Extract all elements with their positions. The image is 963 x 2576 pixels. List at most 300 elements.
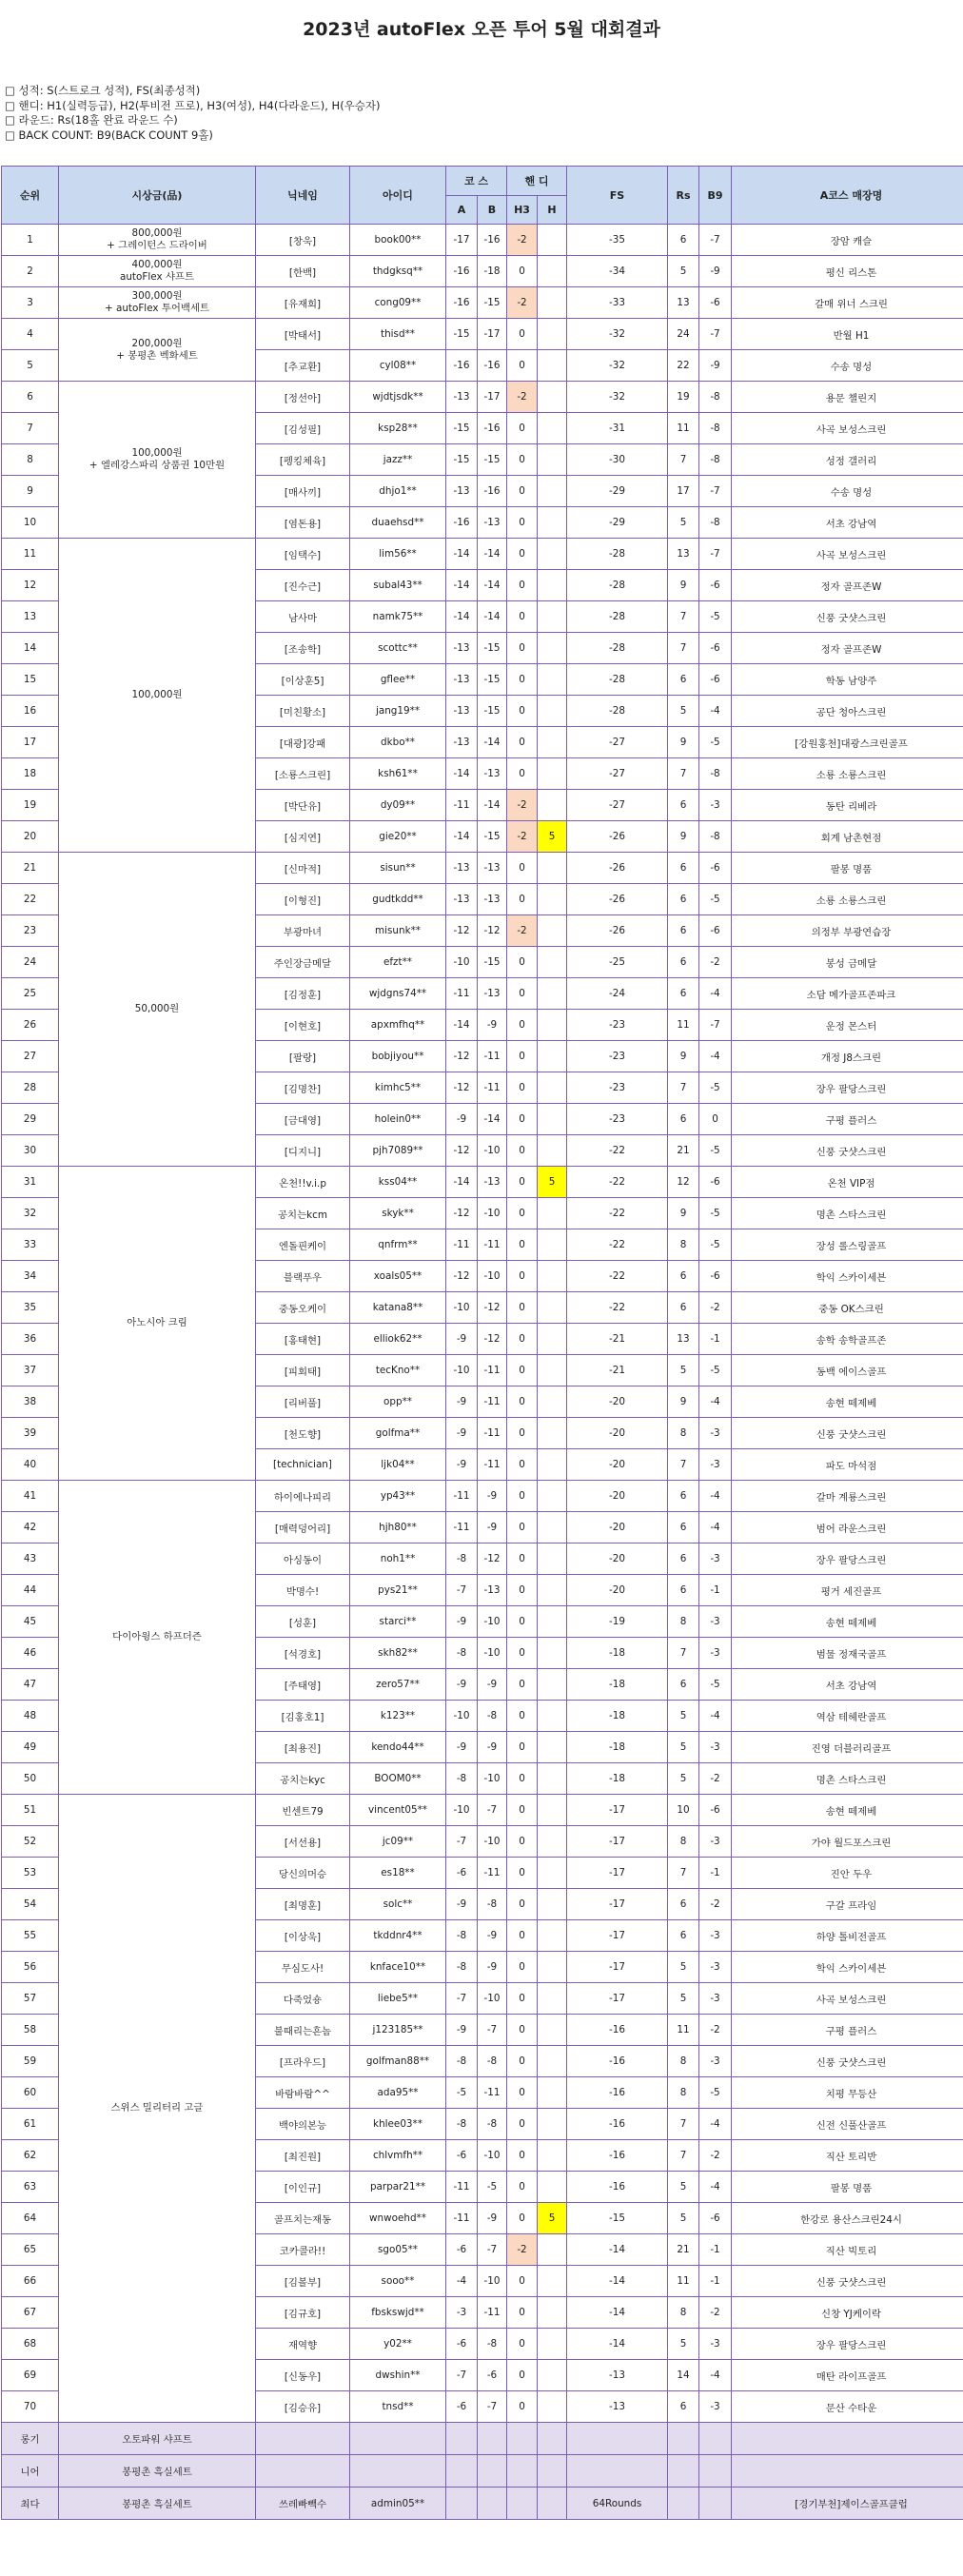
nickname-cell: 부광마녀 [256, 915, 350, 947]
nickname-cell: 하이에나피리 [256, 1481, 350, 1512]
course-name-cell: 구평 플러스 [732, 2015, 963, 2046]
rank-cell: 63 [2, 2172, 59, 2203]
table-row [2, 287, 963, 319]
nickname-cell: [최용진] [256, 1732, 350, 1763]
handi-h3-cell: 0 [507, 1701, 538, 1732]
award-course-cell [732, 2455, 963, 2488]
b9-cell: -3 [699, 1983, 732, 2015]
nickname-cell: [이현호] [256, 1010, 350, 1041]
rank-cell: 52 [2, 1826, 59, 1858]
course-b-cell: -16 [478, 476, 507, 507]
nickname-cell: [박단유] [256, 790, 350, 821]
id-cell: wjdgns74** [350, 978, 446, 1010]
rs-cell: 13 [668, 1324, 699, 1355]
handi-h3-cell: 0 [507, 1355, 538, 1386]
course-b-cell: -7 [478, 1795, 507, 1826]
course-a-cell: -4 [446, 2266, 478, 2297]
fs-cell: -29 [567, 476, 668, 507]
nickname-cell: [염돈용] [256, 507, 350, 539]
course-a-cell: -13 [446, 853, 478, 884]
handi-h3-cell: 0 [507, 2266, 538, 2297]
handi-h-cell [538, 1575, 567, 1606]
handi-h3-cell: 0 [507, 978, 538, 1010]
id-cell: tnsd** [350, 2391, 446, 2423]
rank-cell: 44 [2, 1575, 59, 1606]
rs-cell: 7 [668, 1072, 699, 1104]
rank-cell: 13 [2, 601, 59, 633]
rank-cell: 65 [2, 2234, 59, 2266]
course-name-cell: 소룡 소룡스크린 [732, 884, 963, 915]
rs-cell: 21 [668, 2234, 699, 2266]
handi-h3-cell: 0 [507, 2015, 538, 2046]
course-name-cell: 파도 마석점 [732, 1449, 963, 1481]
b9-cell: -4 [699, 696, 732, 727]
nickname-cell: [창욱] [256, 225, 350, 256]
b9-cell: -1 [699, 1324, 732, 1355]
fs-cell: -17 [567, 1920, 668, 1952]
award-course-cell: [경기부천]제이스골프클럽 [732, 2488, 963, 2520]
handi-h3-cell: 0 [507, 1763, 538, 1795]
handi-h3-cell: -2 [507, 790, 538, 821]
b9-cell: -1 [699, 2266, 732, 2297]
nickname-cell: 엔돌핀케이 [256, 1229, 350, 1261]
prize-line: 100,000원 [59, 447, 255, 460]
id-cell: hjh80** [350, 1512, 446, 1544]
b9-cell: -7 [699, 476, 732, 507]
nickname-cell: 다죽었숑 [256, 1983, 350, 2015]
rs-cell: 14 [668, 2360, 699, 2391]
course-a-cell: -9 [446, 1386, 478, 1418]
course-a-cell: -8 [446, 1952, 478, 1983]
handi-h3-cell: 0 [507, 1292, 538, 1324]
b9-cell: -2 [699, 2297, 732, 2329]
b9-cell: -8 [699, 507, 732, 539]
course-b-cell: -10 [478, 2140, 507, 2172]
table-body [2, 225, 963, 2423]
handi-h-cell [538, 2077, 567, 2109]
prize-line: 50,000원 [59, 1003, 255, 1015]
handi-h-cell [538, 1418, 567, 1449]
course-b-cell: -17 [478, 319, 507, 350]
course-name-cell: 범물 정재국골프 [732, 1638, 963, 1669]
b9-cell: -5 [699, 1669, 732, 1701]
handi-h3-cell: 0 [507, 1858, 538, 1889]
course-name-cell: 송현 떼제베 [732, 1606, 963, 1638]
course-a-cell: -6 [446, 2391, 478, 2423]
award-id-cell: admin05** [350, 2488, 446, 2520]
course-b-cell: -11 [478, 1418, 507, 1449]
nickname-cell: [소룡스크린] [256, 758, 350, 790]
fs-cell: -28 [567, 601, 668, 633]
handi-h-cell [538, 1198, 567, 1229]
course-a-cell: -11 [446, 2172, 478, 2203]
fs-cell: -20 [567, 1386, 668, 1418]
handi-h-cell: 5 [538, 1167, 567, 1198]
course-name-cell: 온천 VIP점 [732, 1167, 963, 1198]
id-cell: jc09** [350, 1826, 446, 1858]
rank-cell: 68 [2, 2329, 59, 2360]
handi-h-cell [538, 1135, 567, 1167]
nickname-cell: [추교환] [256, 350, 350, 382]
handi-h3-cell: 0 [507, 476, 538, 507]
rank-cell: 64 [2, 2203, 59, 2234]
handi-h-cell [538, 507, 567, 539]
course-name-cell: 역삼 테헤란골프 [732, 1701, 963, 1732]
award-row [2, 2488, 963, 2520]
course-b-cell: -6 [478, 2360, 507, 2391]
id-cell: ksp28** [350, 413, 446, 444]
course-a-cell: -8 [446, 2109, 478, 2140]
course-name-cell: 송학 송학골프존 [732, 1324, 963, 1355]
award-empty-cell [507, 2423, 538, 2455]
b9-cell: -2 [699, 1763, 732, 1795]
course-a-cell: -9 [446, 1104, 478, 1135]
fs-cell: -20 [567, 1449, 668, 1481]
id-cell: ljk04** [350, 1449, 446, 1481]
id-cell: ada95** [350, 2077, 446, 2109]
table-row [2, 225, 963, 256]
award-fs-cell [567, 2455, 668, 2488]
rank-cell: 59 [2, 2046, 59, 2077]
course-b-cell: -11 [478, 1072, 507, 1104]
nickname-cell: 공치는kcm [256, 1198, 350, 1229]
award-empty-cell [478, 2455, 507, 2488]
id-cell: k123** [350, 1701, 446, 1732]
award-empty-cell [446, 2455, 478, 2488]
award-label-cell: 최다 [2, 2488, 59, 2520]
course-name-cell: 회계 남촌현점 [732, 821, 963, 853]
course-a-cell: -6 [446, 2140, 478, 2172]
course-name-cell: 정자 골프존W [732, 570, 963, 601]
id-cell: kss04** [350, 1167, 446, 1198]
handi-h3-cell: 0 [507, 696, 538, 727]
nickname-cell: [최진원] [256, 2140, 350, 2172]
rank-cell: 25 [2, 978, 59, 1010]
course-name-cell: 학익 스카이세븐 [732, 1952, 963, 1983]
prize-cell [59, 256, 256, 287]
rs-cell: 19 [668, 382, 699, 413]
nickname-cell: [김홍호1] [256, 1701, 350, 1732]
table-footer [2, 2423, 963, 2520]
course-b-cell: -12 [478, 915, 507, 947]
nickname-cell: [technician] [256, 1449, 350, 1481]
prize-line: 아노시아 크림 [59, 1317, 255, 1329]
award-id-cell [350, 2455, 446, 2488]
handi-h3-cell: 0 [507, 601, 538, 633]
b9-cell: -1 [699, 1575, 732, 1606]
fs-cell: -23 [567, 1041, 668, 1072]
rs-cell: 7 [668, 633, 699, 664]
id-cell: duaehsd** [350, 507, 446, 539]
handi-h3-cell: 0 [507, 1104, 538, 1135]
id-cell: sisun** [350, 853, 446, 884]
course-a-cell: -9 [446, 1418, 478, 1449]
prize-line: 100,000원 [59, 689, 255, 701]
id-cell: tkddnr4** [350, 1920, 446, 1952]
course-name-cell: 갈매 위너 스크린 [732, 287, 963, 319]
handi-h3-cell: 0 [507, 1983, 538, 2015]
course-b-cell: -18 [478, 256, 507, 287]
handi-h-cell [538, 1763, 567, 1795]
course-b-cell: -9 [478, 1952, 507, 1983]
course-b-cell: -7 [478, 2015, 507, 2046]
prize-cell [59, 1481, 256, 1795]
rank-cell: 56 [2, 1952, 59, 1983]
course-a-cell: -11 [446, 2203, 478, 2234]
rs-cell: 8 [668, 1229, 699, 1261]
course-b-cell: -11 [478, 1229, 507, 1261]
fs-cell: -16 [567, 2109, 668, 2140]
award-fs-cell [567, 2423, 668, 2455]
id-cell: dy09** [350, 790, 446, 821]
id-cell: khlee03** [350, 2109, 446, 2140]
handi-h-cell [538, 1701, 567, 1732]
handi-h-cell [538, 1606, 567, 1638]
course-name-cell: 동탄 리베라 [732, 790, 963, 821]
handi-h-cell [538, 978, 567, 1010]
course-name-cell: 갈마 계룡스크린 [732, 1481, 963, 1512]
handi-h3-cell: 0 [507, 947, 538, 978]
handi-h3-cell: 0 [507, 1889, 538, 1920]
rank-cell: 54 [2, 1889, 59, 1920]
award-empty-cell [446, 2488, 478, 2520]
handi-h-cell [538, 947, 567, 978]
award-course-cell [732, 2423, 963, 2455]
handi-h3-cell: 0 [507, 1449, 538, 1481]
notes [0, 84, 963, 166]
handi-h3-cell: -2 [507, 287, 538, 319]
course-a-cell: -13 [446, 476, 478, 507]
course-b-cell: -9 [478, 1512, 507, 1544]
id-cell: book00** [350, 225, 446, 256]
b9-cell: -6 [699, 287, 732, 319]
header-course-group: 코 스 [446, 167, 507, 196]
award-empty-cell [538, 2423, 567, 2455]
handi-h-cell [538, 727, 567, 758]
prize-line: + autoFlex 투어백세트 [59, 303, 255, 315]
nickname-cell: [조송학] [256, 633, 350, 664]
id-cell: dwshin** [350, 2360, 446, 2391]
nickname-cell: [매사끼] [256, 476, 350, 507]
fs-cell: -13 [567, 2391, 668, 2423]
award-prize-cell: 오토파워 샤프트 [59, 2423, 256, 2455]
course-name-cell: 수송 명성 [732, 476, 963, 507]
prize-cell [59, 1167, 256, 1481]
fs-cell: -20 [567, 1544, 668, 1575]
rs-cell: 7 [668, 1638, 699, 1669]
course-a-cell: -6 [446, 2329, 478, 2360]
nickname-cell: [한백] [256, 256, 350, 287]
award-empty-cell [668, 2423, 699, 2455]
table-header [2, 167, 963, 225]
rank-cell: 32 [2, 1198, 59, 1229]
course-b-cell: -10 [478, 1638, 507, 1669]
rank-cell: 62 [2, 2140, 59, 2172]
handi-h-cell [538, 2297, 567, 2329]
course-name-cell: 소룡 소룡스크린 [732, 758, 963, 790]
award-empty-cell [668, 2455, 699, 2488]
header-prize: 시상금(品) [59, 167, 256, 225]
rank-cell: 49 [2, 1732, 59, 1763]
rs-cell: 11 [668, 2266, 699, 2297]
fs-cell: -22 [567, 1229, 668, 1261]
id-cell: sgo05** [350, 2234, 446, 2266]
results-table [1, 166, 963, 2520]
id-cell: efzt** [350, 947, 446, 978]
id-cell: solc** [350, 1889, 446, 1920]
nickname-cell: [박태서] [256, 319, 350, 350]
course-a-cell: -7 [446, 1983, 478, 2015]
id-cell: chlvmfh** [350, 2140, 446, 2172]
rank-cell: 69 [2, 2360, 59, 2391]
handi-h-cell [538, 1638, 567, 1669]
course-name-cell: 송현 떼제베 [732, 1386, 963, 1418]
rs-cell: 5 [668, 256, 699, 287]
course-a-cell: -16 [446, 287, 478, 319]
note-rounds: □ 라운드: Rs(18홀 완료 라운드 수) [5, 113, 963, 128]
rank-cell: 14 [2, 633, 59, 664]
b9-cell: -6 [699, 1795, 732, 1826]
id-cell: tecKno** [350, 1355, 446, 1386]
rs-cell: 7 [668, 2109, 699, 2140]
fs-cell: -19 [567, 1606, 668, 1638]
course-name-cell: 평거 세진골프 [732, 1575, 963, 1606]
course-a-cell: -16 [446, 350, 478, 382]
course-b-cell: -12 [478, 1544, 507, 1575]
rank-cell: 31 [2, 1167, 59, 1198]
id-cell: namk75** [350, 601, 446, 633]
table-row [2, 382, 963, 413]
b9-cell: -8 [699, 758, 732, 790]
handi-h-cell [538, 2391, 567, 2423]
fs-cell: -16 [567, 2077, 668, 2109]
course-a-cell: -12 [446, 1198, 478, 1229]
course-name-cell: 학동 남양주 [732, 664, 963, 696]
course-name-cell: 수송 명성 [732, 350, 963, 382]
nickname-cell: [이형진] [256, 884, 350, 915]
nickname-cell: [홍태현] [256, 1324, 350, 1355]
nickname-cell: [피회태] [256, 1355, 350, 1386]
nickname-cell: [이인규] [256, 2172, 350, 2203]
rank-cell: 51 [2, 1795, 59, 1826]
b9-cell: -6 [699, 2203, 732, 2234]
fs-cell: -28 [567, 664, 668, 696]
rs-cell: 6 [668, 1104, 699, 1135]
fs-cell: -18 [567, 1638, 668, 1669]
rank-cell: 58 [2, 2015, 59, 2046]
handi-h3-cell: 0 [507, 1732, 538, 1763]
handi-h-cell [538, 790, 567, 821]
course-name-cell: 사곡 보성스크린 [732, 413, 963, 444]
course-a-cell: -13 [446, 382, 478, 413]
course-a-cell: -6 [446, 2234, 478, 2266]
b9-cell: -6 [699, 633, 732, 664]
id-cell: fbskswjd** [350, 2297, 446, 2329]
nickname-cell: [김정훈] [256, 978, 350, 1010]
course-b-cell: -16 [478, 350, 507, 382]
fs-cell: -16 [567, 2046, 668, 2077]
b9-cell: -1 [699, 1858, 732, 1889]
course-name-cell: 범어 라운스크린 [732, 1512, 963, 1544]
b9-cell: -1 [699, 2234, 732, 2266]
id-cell: bobjiyou** [350, 1041, 446, 1072]
course-a-cell: -12 [446, 1072, 478, 1104]
handi-h3-cell: 0 [507, 633, 538, 664]
nickname-cell: [김볼부] [256, 2266, 350, 2297]
rs-cell: 5 [668, 1701, 699, 1732]
rank-cell: 21 [2, 853, 59, 884]
handi-h3-cell: 0 [507, 1072, 538, 1104]
course-a-cell: -13 [446, 696, 478, 727]
rs-cell: 5 [668, 1355, 699, 1386]
course-a-cell: -8 [446, 2046, 478, 2077]
nickname-cell: [유재희] [256, 287, 350, 319]
course-b-cell: -15 [478, 444, 507, 476]
nickname-cell: 공치는kyc [256, 1763, 350, 1795]
nickname-cell: [펭킹체육] [256, 444, 350, 476]
course-b-cell: -14 [478, 790, 507, 821]
id-cell: es18** [350, 1858, 446, 1889]
handi-h3-cell: 0 [507, 2172, 538, 2203]
rs-cell: 6 [668, 2391, 699, 2423]
rank-cell: 42 [2, 1512, 59, 1544]
b9-cell: -4 [699, 1386, 732, 1418]
award-empty-cell [478, 2488, 507, 2520]
fs-cell: -32 [567, 350, 668, 382]
course-name-cell: 팔봉 명품 [732, 2172, 963, 2203]
id-cell: golfman88** [350, 2046, 446, 2077]
rs-cell: 5 [668, 1732, 699, 1763]
course-a-cell: -9 [446, 1449, 478, 1481]
rank-cell: 18 [2, 758, 59, 790]
handi-h-cell [538, 1229, 567, 1261]
rs-cell: 6 [668, 790, 699, 821]
fs-cell: -17 [567, 1858, 668, 1889]
nickname-cell: [석경호] [256, 1638, 350, 1669]
handi-h-cell [538, 664, 567, 696]
handi-h-cell [538, 758, 567, 790]
course-b-cell: -13 [478, 1575, 507, 1606]
handi-h-cell [538, 570, 567, 601]
handi-h-cell [538, 413, 567, 444]
header-id: 아이디 [350, 167, 446, 225]
course-a-cell: -7 [446, 1575, 478, 1606]
course-name-cell: 직산 빅토리 [732, 2234, 963, 2266]
course-name-cell: 명촌 스타스크린 [732, 1198, 963, 1229]
nickname-cell: 중동오케이 [256, 1292, 350, 1324]
handi-h-cell [538, 915, 567, 947]
course-name-cell: 장우 팔당스크린 [732, 2329, 963, 2360]
award-empty-cell [668, 2488, 699, 2520]
handi-h3-cell: -2 [507, 821, 538, 853]
rs-cell: 6 [668, 947, 699, 978]
id-cell: scottc** [350, 633, 446, 664]
nickname-cell: [신동우] [256, 2360, 350, 2391]
handi-h-cell [538, 1732, 567, 1763]
course-name-cell: [강원홍천]대광스크린골프 [732, 727, 963, 758]
course-b-cell: -14 [478, 539, 507, 570]
award-empty-cell [699, 2488, 732, 2520]
handi-h3-cell: 0 [507, 853, 538, 884]
rank-cell: 30 [2, 1135, 59, 1167]
course-a-cell: -8 [446, 1544, 478, 1575]
prize-cell [59, 225, 256, 256]
course-b-cell: -16 [478, 413, 507, 444]
b9-cell: -5 [699, 1072, 732, 1104]
rs-cell: 6 [668, 1920, 699, 1952]
handi-h-cell: 5 [538, 821, 567, 853]
handi-h3-cell: 0 [507, 1920, 538, 1952]
